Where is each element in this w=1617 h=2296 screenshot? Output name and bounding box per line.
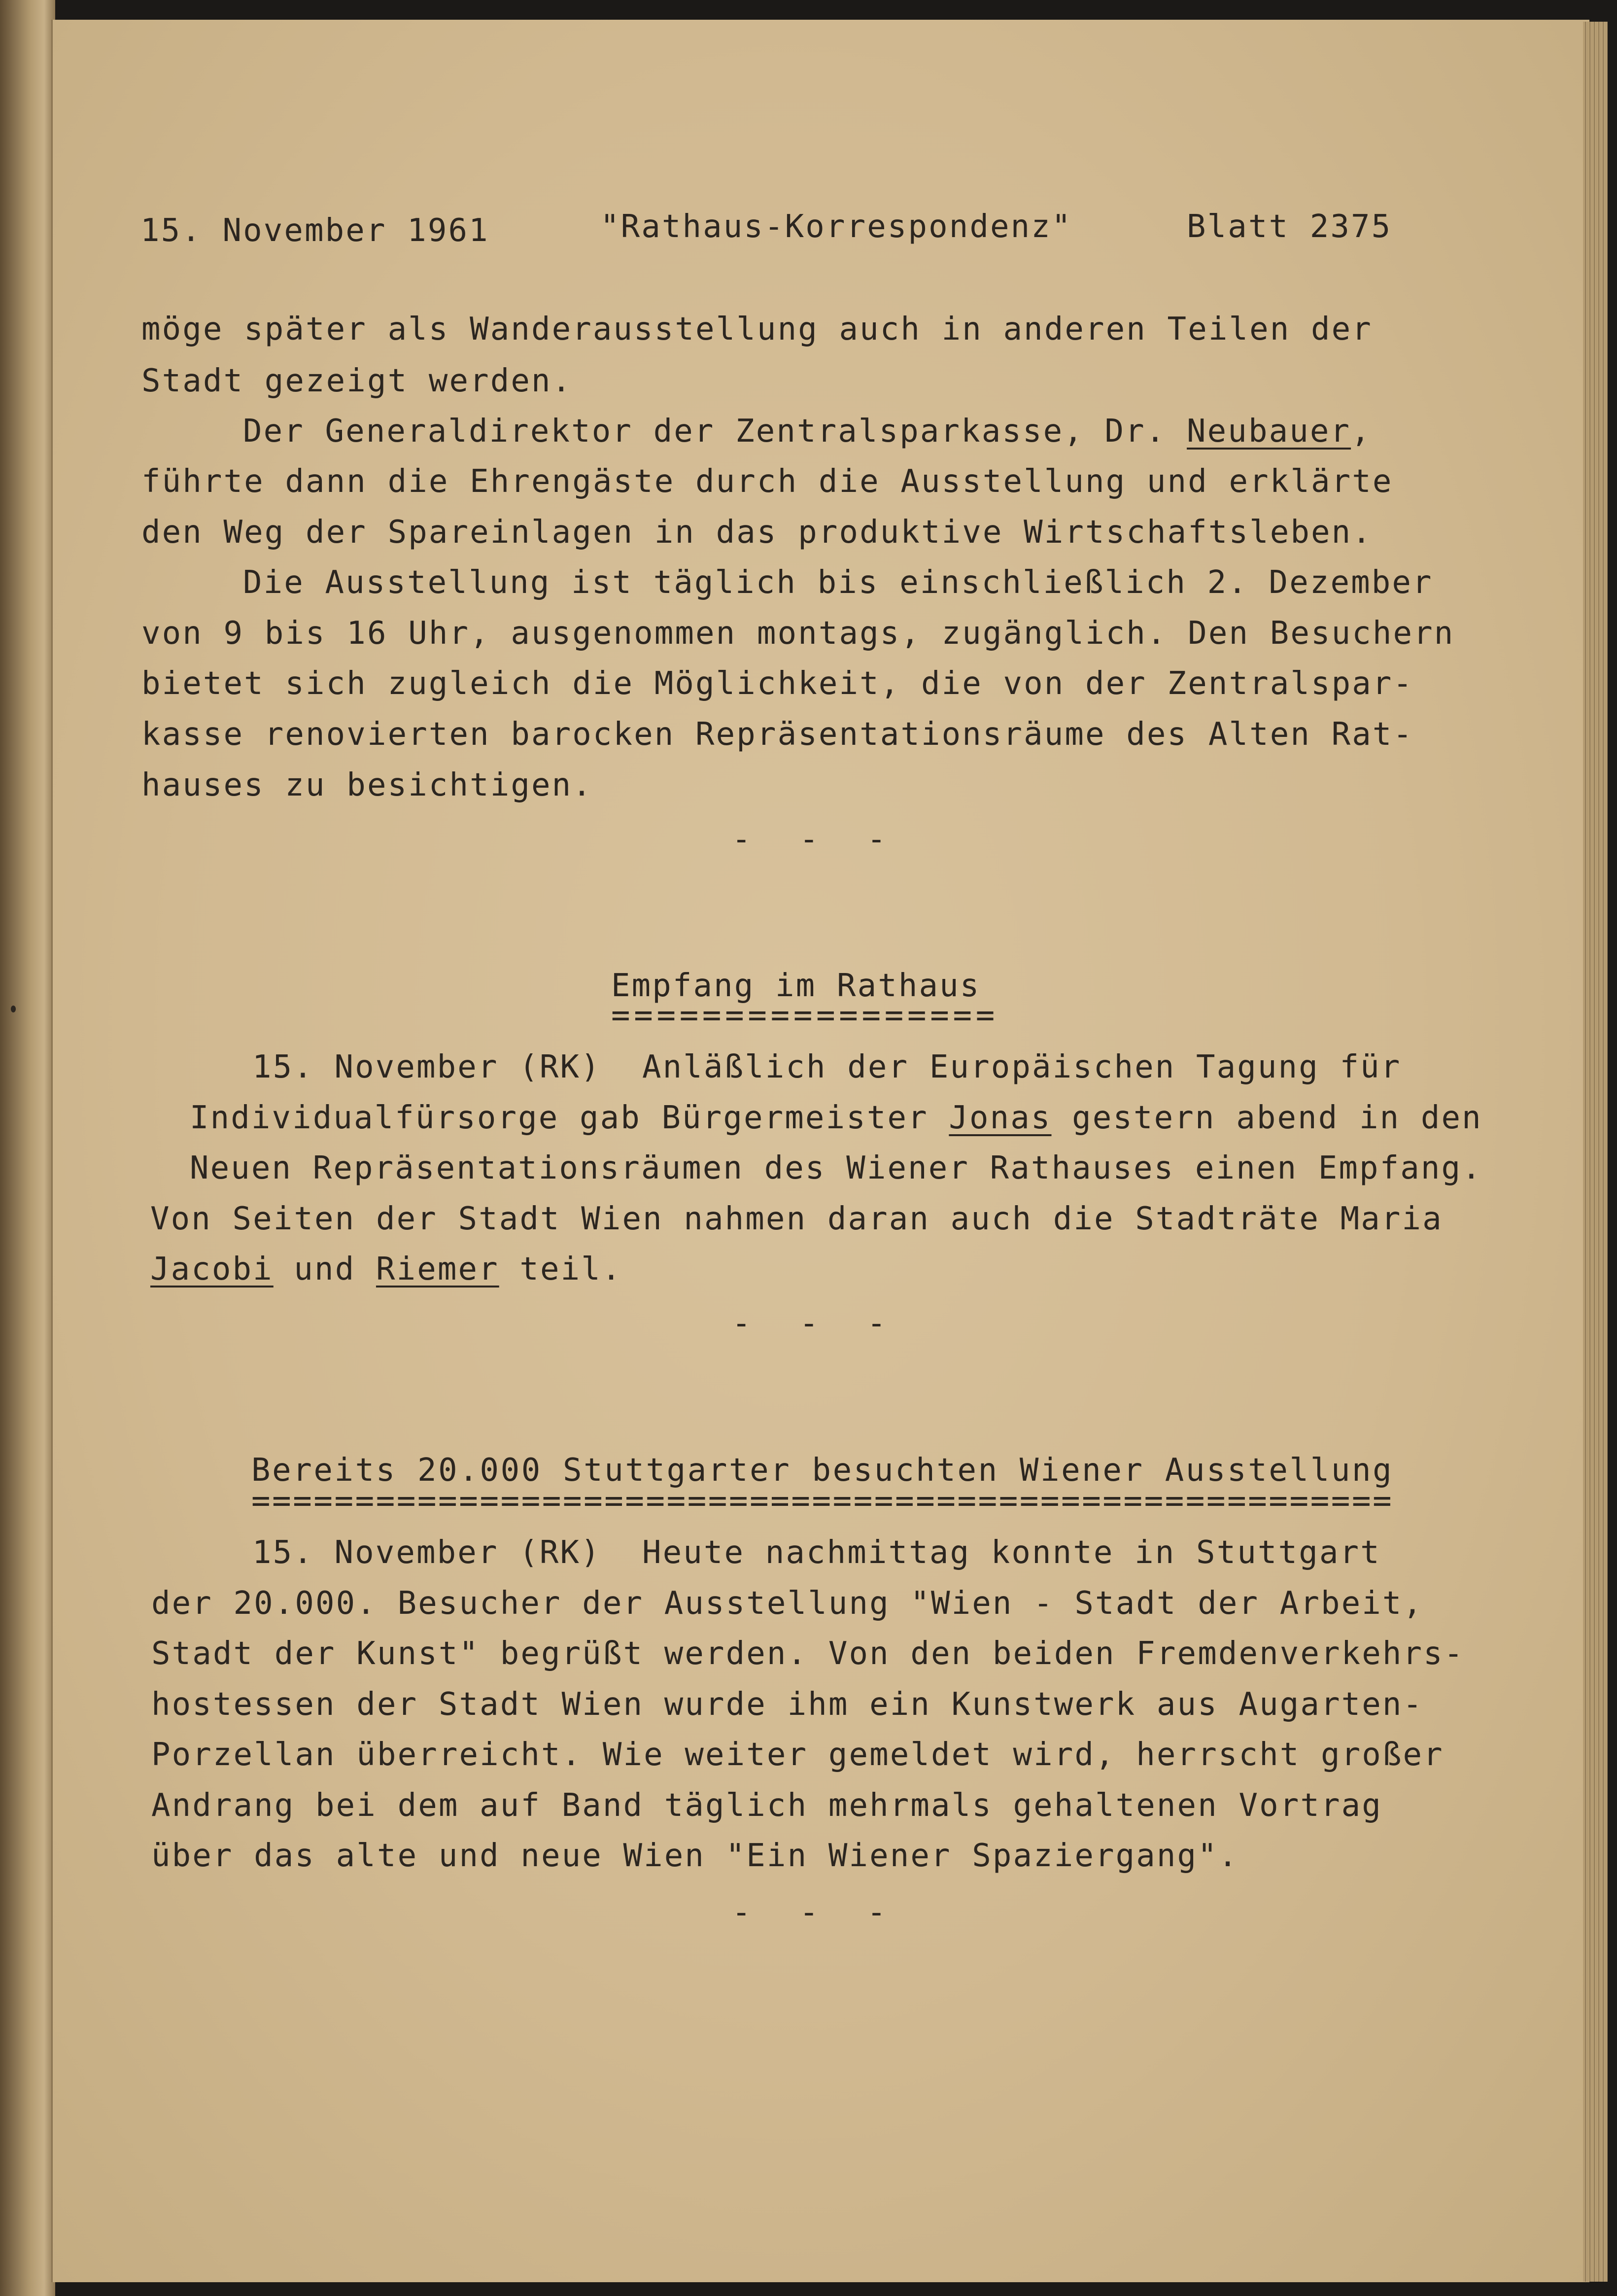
paragraph-line: Die Ausstellung ist täglich bis einschließlich 2. Dezember bbox=[243, 564, 1433, 601]
name-jonas: Jonas bbox=[949, 1100, 1052, 1136]
article-line: Andrang bei dem auf Band täglich mehrmals gehaltenen Vortrag bbox=[151, 1787, 1382, 1824]
ink-speck bbox=[11, 1006, 16, 1012]
name-riemer: Riemer bbox=[376, 1251, 499, 1287]
article-line: Porzellan überreicht. Wie weiter gemeldet wird, herrscht großer bbox=[151, 1737, 1444, 1773]
paragraph-line: von 9 bis 16 Uhr, ausgenommen montags, zugänglich. Den Besuchern bbox=[141, 615, 1455, 652]
article-line: hostessen der Stadt Wien wurde ihm ein Kunstwerk aus Augarten- bbox=[151, 1686, 1424, 1723]
article-line: über das alte und neue Wien "Ein Wiener Spaziergang". bbox=[151, 1838, 1239, 1874]
section-separator: - - - bbox=[732, 1894, 901, 1931]
header-date: 15. November 1961 bbox=[140, 212, 489, 249]
paragraph-line: kasse renovierten barocken Repräsentationsräume des Alten Rat- bbox=[141, 716, 1414, 753]
article-line: 15. November (RK) Heute nachmittag konnte in Stuttgart bbox=[252, 1534, 1381, 1571]
article-line: Stadt der Kunst" begrüßt werden. Von den beiden Fremdenverkehrs- bbox=[151, 1635, 1465, 1672]
article-line: Jacobi und Riemer teil. bbox=[150, 1251, 622, 1287]
section-separator: - - - bbox=[732, 821, 901, 858]
header-sheet-number: Blatt 2375 bbox=[1187, 209, 1392, 245]
page-stack-edges bbox=[1583, 22, 1608, 2282]
article-line: Individualfürsorge gab Bürgermeister Jonas gestern abend in den bbox=[190, 1100, 1482, 1136]
book-binding-left bbox=[0, 0, 55, 2296]
section-separator: - - - bbox=[732, 1305, 901, 1342]
article-line: Neuen Repräsentationsräumen des Wiener Rathauses einen Empfang. bbox=[190, 1150, 1482, 1186]
header-publication: "Rathaus-Korrespondenz" bbox=[600, 209, 1072, 245]
continuation-line: Stadt gezeigt werden. bbox=[141, 363, 573, 399]
paragraph-line: führte dann die Ehrengäste durch die Ausstellung und erklärte bbox=[141, 463, 1393, 500]
paragraph-line: Der Generaldirektor der Zentralsparkasse, Dr. Neubauer, bbox=[243, 413, 1372, 450]
article-title: Empfang im Rathaus bbox=[611, 968, 981, 1004]
paragraph-line: hauses zu besichtigen. bbox=[141, 767, 593, 803]
paragraph-line: den Weg der Spareinlagen in das produktive Wirtschaftsleben. bbox=[141, 514, 1373, 551]
paragraph-line: bietet sich zugleich die Möglichkeit, die von der Zentralspar- bbox=[141, 665, 1414, 702]
continuation-line: möge später als Wanderausstellung auch in anderen Teilen der bbox=[141, 311, 1373, 348]
title-underline: ================= bbox=[611, 997, 998, 1034]
article-line: 15. November (RK) Anläßlich der Europäischen Tagung für bbox=[252, 1049, 1402, 1085]
article-line: Von Seiten der Stadt Wien nahmen daran auch die Stadträte Maria bbox=[150, 1201, 1443, 1237]
name-jacobi: Jacobi bbox=[150, 1251, 274, 1287]
article-line: der 20.000. Besucher der Ausstellung "Wien - Stadt der Arbeit, bbox=[151, 1585, 1424, 1622]
article-title: Bereits 20.000 Stuttgarter besuchten Wiener Ausstellung bbox=[251, 1452, 1394, 1489]
name-neubauer: Neubauer bbox=[1187, 413, 1351, 450]
title-underline: ======================================================= bbox=[251, 1483, 1394, 1519]
